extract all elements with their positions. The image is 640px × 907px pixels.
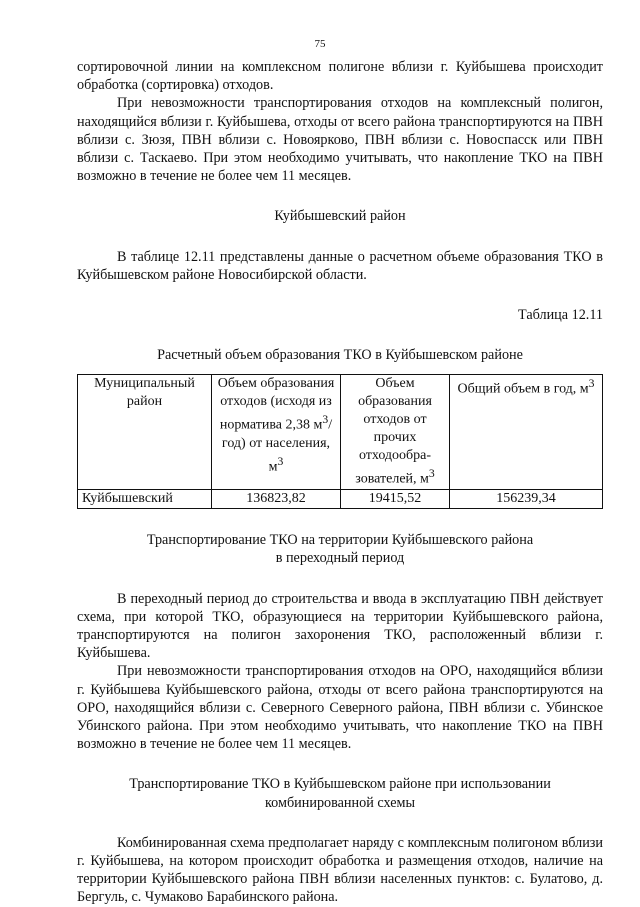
paragraph-transitional-scheme: В переходный период до строительства и ввода в эксплуатацию ПВН действует схема, при которой ТКО, образующиеся на территории Куйбышевского района, транспортируются на полигон захоронения ТКО, расположенный вблизи г. Куйбышева. <box>77 590 603 662</box>
table-row <box>78 490 603 509</box>
paragraph-transport-fallback: При невозможности транспортирования отходов на комплексный полигон, находящийся вблизи г. Куйбышева, отходы от всего района транспортируются на ПВН вблизи с. Зюзя, ПВН вблизи с. Новоярково, ПВН вблизи с. Новоспасск или ПВН вблизи с. Таскаево. При этом необходимо учитывать, что накопление ТКО на ПВН возможно в течение не более чем 11 месяцев. <box>77 95 603 185</box>
cell-other-volume: 19415,52 <box>341 490 450 509</box>
paragraph-continuation: сортировочной линии на комплексном полигоне вблизи г. Куйбышева происходит обработка (сортировка) отходов. <box>77 59 603 94</box>
header-other-volume <box>341 375 450 490</box>
paragraph-transitional-fallback: При невозможности транспортирования отходов на ОРО, находящийся вблизи г. Куйбышева Куйбышевского района, отходы от всего района транспортируются на ОРО, находящийся вблизи с. Северного Северного района, ПВН вблизи с. Убинское Убинского района. При этом необходимо учитывать, что накопление ТКО на ПВН возможно в течение не более чем 11 месяцев. <box>77 663 603 753</box>
cell-total-volume: 156239,34 <box>450 490 603 509</box>
section-combined-heading <box>77 775 603 811</box>
waste-volume-table <box>77 374 603 509</box>
header-total-sup: 3 <box>588 377 595 391</box>
paragraph-table-intro: В таблице 12.11 представлены данные о расчетном объеме образования ТКО в Куйбышевском районе Новосибирской области. <box>77 248 603 283</box>
header-population-volume <box>212 375 341 490</box>
header-other-text: Объем образования отходов от прочих отходообра-зователей, м <box>355 376 432 488</box>
header-total-volume <box>450 375 603 490</box>
table-title: Расчетный объем образования ТКО в Куйбышевском районе <box>157 347 523 364</box>
table-label: Таблица 12.11 <box>518 307 603 324</box>
page-number: 75 <box>314 38 326 50</box>
header-municipal-district: Муниципальный район <box>78 375 212 490</box>
cell-district: Куйбышевский <box>78 490 212 509</box>
table-header-row <box>78 375 603 490</box>
section-transitional-heading-line1: Транспортирование ТКО на территории Куйбышевского района <box>146 532 534 549</box>
document-body <box>77 58 603 907</box>
header-total-text: Общий объем в год, м <box>457 382 589 398</box>
section-transitional-heading-line2: в переходный период <box>275 550 405 567</box>
section-combined-heading-line2: комбинированной схемы <box>264 794 416 811</box>
paragraph-combined-scheme: Комбинированная схема предполагает наряду с комплексным полигоном вблизи г. Куйбышева, на котором происходит обработка и размещения отходов, наличие на территории Куйбышевского района ПВН вблизи населенных пунктов: с. Булатово, д. Бергуль, с. Чумаково Барабинского района. <box>77 834 603 906</box>
header-population-sup-b: 3 <box>277 455 284 469</box>
header-population-sup-a: 3 <box>322 413 329 427</box>
district-heading: Куйбышевский район <box>274 208 406 225</box>
section-combined-heading-line1: Транспортирование ТКО в Куйбышевском районе при использовании <box>129 776 551 793</box>
header-other-sup: 3 <box>428 467 435 481</box>
header-population-text-b: /год) от населения, м <box>221 418 333 475</box>
section-transitional-heading <box>77 531 603 567</box>
header-population-text-a: Объем образования отходов (исходя из норматива 2,38 м <box>217 376 335 434</box>
cell-population-volume: 136823,82 <box>212 490 341 509</box>
